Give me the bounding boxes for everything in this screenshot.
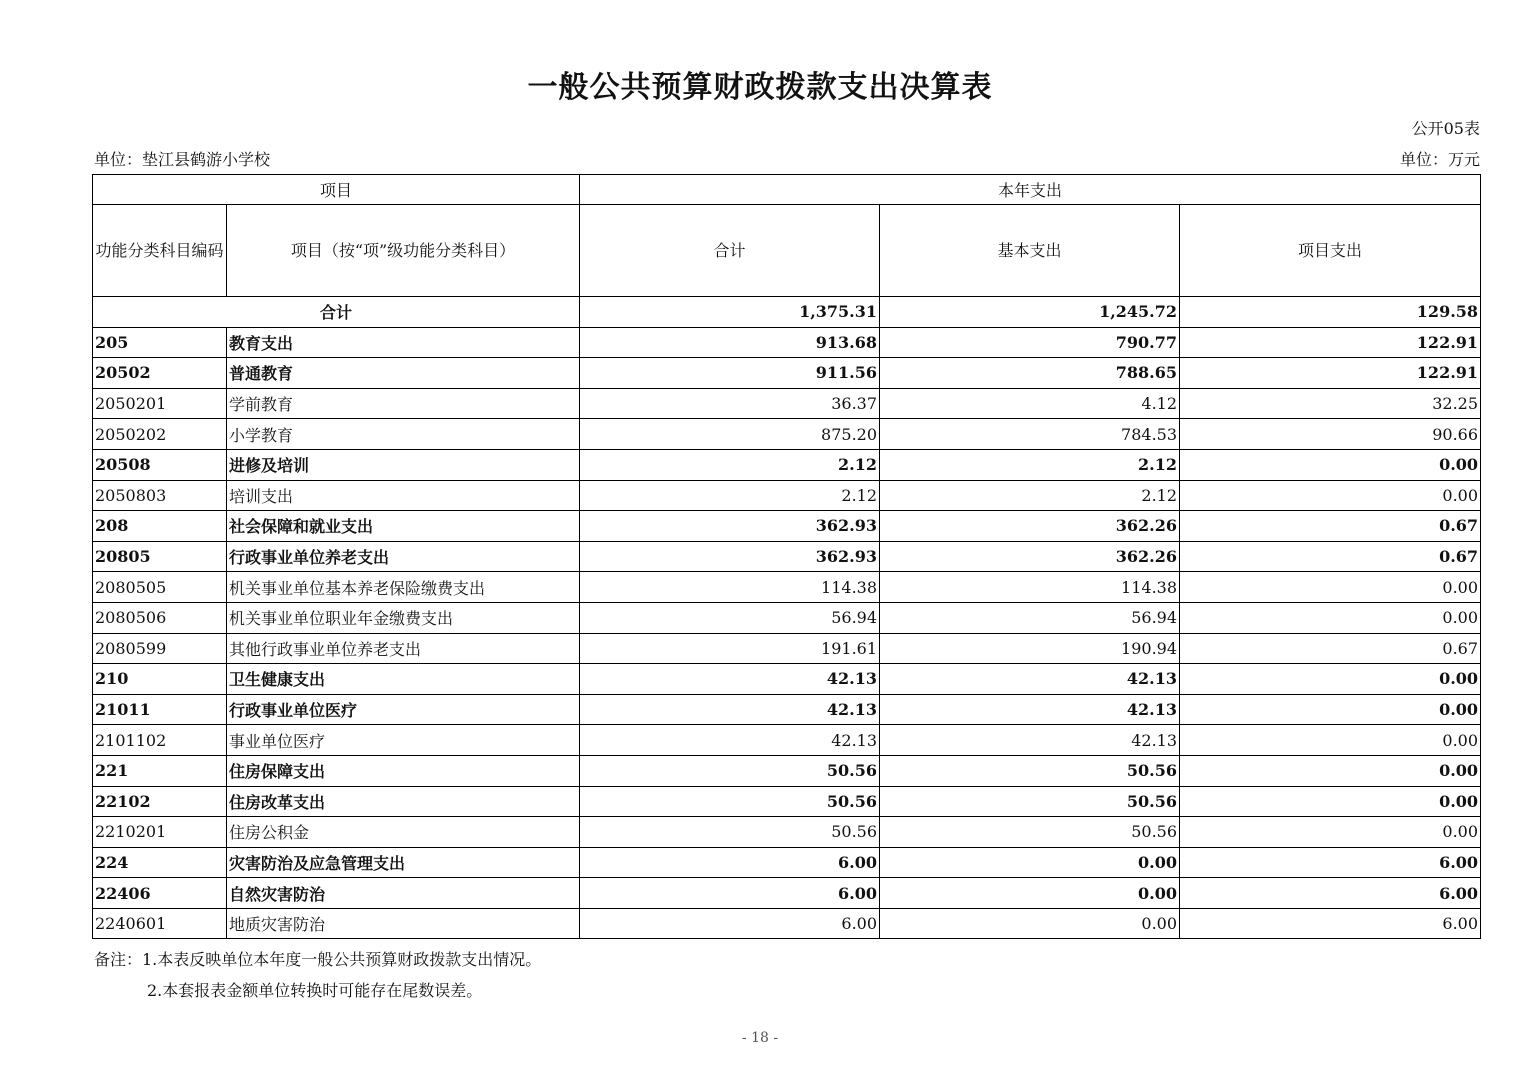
row-name: 行政事业单位医疗 [227, 694, 580, 725]
total-project: 129.58 [1180, 297, 1481, 328]
row-total: 50.56 [580, 786, 880, 817]
row-code: 2080506 [93, 602, 227, 633]
table-row [93, 786, 1481, 817]
row-code: 2210201 [93, 817, 227, 848]
row-basic: 788.65 [880, 358, 1180, 389]
row-name: 培训支出 [227, 480, 580, 511]
row-basic: 56.94 [880, 602, 1180, 633]
page-title: 一般公共预算财政拨款支出决算表 [527, 70, 993, 105]
row-total: 6.00 [580, 847, 880, 878]
header-name: 项目（按“项”级功能分类科目） [227, 205, 580, 297]
row-name: 住房改革支出 [227, 786, 580, 817]
row-basic: 0.00 [880, 908, 1180, 939]
table-row [93, 694, 1481, 725]
row-basic: 42.13 [880, 694, 1180, 725]
table-row [93, 541, 1481, 572]
row-project: 6.00 [1180, 878, 1481, 909]
table-row [93, 327, 1481, 358]
row-total: 911.56 [580, 358, 880, 389]
row-project: 32.25 [1180, 388, 1481, 419]
row-basic: 0.00 [880, 878, 1180, 909]
row-code: 208 [93, 511, 227, 542]
row-project: 0.00 [1180, 755, 1481, 786]
row-code: 2080599 [93, 633, 227, 664]
header-total: 合计 [580, 205, 880, 297]
row-code: 2080505 [93, 572, 227, 603]
note-1: 备注：1.本表反映单位本年度一般公共预算财政拨款支出情况。 [94, 950, 542, 969]
row-basic: 50.56 [880, 755, 1180, 786]
row-project: 0.00 [1180, 480, 1481, 511]
row-code: 2101102 [93, 725, 227, 756]
row-name: 教育支出 [227, 327, 580, 358]
row-total: 42.13 [580, 664, 880, 695]
row-project: 122.91 [1180, 327, 1481, 358]
row-total: 2.12 [580, 449, 880, 480]
table-row [93, 817, 1481, 848]
table-row [93, 358, 1481, 389]
row-total: 6.00 [580, 878, 880, 909]
row-name: 其他行政事业单位养老支出 [227, 633, 580, 664]
row-basic: 4.12 [880, 388, 1180, 419]
total-row [93, 297, 1481, 328]
row-name: 住房公积金 [227, 817, 580, 848]
table-row [93, 572, 1481, 603]
notes [94, 944, 541, 1006]
row-total: 50.56 [580, 817, 880, 848]
table-row [93, 664, 1481, 695]
row-code: 22102 [93, 786, 227, 817]
row-project: 0.67 [1180, 541, 1481, 572]
row-code: 20805 [93, 541, 227, 572]
row-code: 205 [93, 327, 227, 358]
row-total: 36.37 [580, 388, 880, 419]
row-basic: 50.56 [880, 786, 1180, 817]
row-total: 875.20 [580, 419, 880, 450]
row-code: 20508 [93, 449, 227, 480]
row-name: 灾害防治及应急管理支出 [227, 847, 580, 878]
row-total: 913.68 [580, 327, 880, 358]
row-total: 362.93 [580, 541, 880, 572]
row-project: 6.00 [1180, 847, 1481, 878]
header-row-2 [93, 205, 1481, 297]
row-name: 住房保障支出 [227, 755, 580, 786]
row-name: 小学教育 [227, 419, 580, 450]
row-name: 事业单位医疗 [227, 725, 580, 756]
row-project: 0.67 [1180, 511, 1481, 542]
note-2: 2.本套报表金额单位转换时可能存在尾数误差。 [147, 981, 483, 1000]
row-code: 224 [93, 847, 227, 878]
row-code: 2240601 [93, 908, 227, 939]
header-current-year: 本年支出 [580, 175, 1481, 205]
row-project: 0.00 [1180, 664, 1481, 695]
row-basic: 2.12 [880, 480, 1180, 511]
row-total: 2.12 [580, 480, 880, 511]
row-basic: 42.13 [880, 725, 1180, 756]
row-code: 221 [93, 755, 227, 786]
row-name: 自然灾害防治 [227, 878, 580, 909]
row-code: 20502 [93, 358, 227, 389]
row-total: 42.13 [580, 725, 880, 756]
table-row [93, 388, 1481, 419]
row-project: 6.00 [1180, 908, 1481, 939]
row-basic: 50.56 [880, 817, 1180, 848]
header-project-exp: 项目支出 [1180, 205, 1481, 297]
row-project: 0.00 [1180, 817, 1481, 848]
table-row [93, 878, 1481, 909]
row-project: 0.00 [1180, 694, 1481, 725]
row-basic: 190.94 [880, 633, 1180, 664]
organization-unit: 单位：垫江县鹤游小学校 [94, 150, 271, 169]
row-name: 卫生健康支出 [227, 664, 580, 695]
row-project: 0.00 [1180, 786, 1481, 817]
row-project: 0.00 [1180, 602, 1481, 633]
header-project: 项目 [93, 175, 580, 205]
row-total: 362.93 [580, 511, 880, 542]
row-basic: 114.38 [880, 572, 1180, 603]
total-sum: 1,375.31 [580, 297, 880, 328]
row-basic: 2.12 [880, 449, 1180, 480]
row-total: 114.38 [580, 572, 880, 603]
table-row [93, 449, 1481, 480]
row-project: 122.91 [1180, 358, 1481, 389]
table-row [93, 602, 1481, 633]
table-row [93, 633, 1481, 664]
table-row [93, 908, 1481, 939]
row-basic: 362.26 [880, 541, 1180, 572]
row-code: 2050201 [93, 388, 227, 419]
row-name: 机关事业单位职业年金缴费支出 [227, 602, 580, 633]
table-row [93, 511, 1481, 542]
header-basic: 基本支出 [880, 205, 1180, 297]
row-project: 0.00 [1180, 449, 1481, 480]
row-total: 56.94 [580, 602, 880, 633]
row-name: 地质灾害防治 [227, 908, 580, 939]
row-basic: 790.77 [880, 327, 1180, 358]
header-code: 功能分类科目编码 [93, 205, 227, 297]
table-row [93, 725, 1481, 756]
page-number: - 18 - [741, 1030, 779, 1046]
row-total: 6.00 [580, 908, 880, 939]
currency-unit: 单位：万元 [1399, 150, 1480, 169]
table-row [93, 847, 1481, 878]
row-code: 21011 [93, 694, 227, 725]
row-basic: 362.26 [880, 511, 1180, 542]
row-name: 学前教育 [227, 388, 580, 419]
total-basic: 1,245.72 [880, 297, 1180, 328]
row-basic: 784.53 [880, 419, 1180, 450]
row-total: 191.61 [580, 633, 880, 664]
row-name: 普通教育 [227, 358, 580, 389]
row-name: 进修及培训 [227, 449, 580, 480]
row-basic: 42.13 [880, 664, 1180, 695]
row-code: 2050202 [93, 419, 227, 450]
row-name: 社会保障和就业支出 [227, 511, 580, 542]
table-row [93, 755, 1481, 786]
row-project: 0.00 [1180, 725, 1481, 756]
row-project: 0.67 [1180, 633, 1481, 664]
row-basic: 0.00 [880, 847, 1180, 878]
row-code: 22406 [93, 878, 227, 909]
row-total: 42.13 [580, 694, 880, 725]
row-code: 2050803 [93, 480, 227, 511]
row-code: 210 [93, 664, 227, 695]
row-project: 0.00 [1180, 572, 1481, 603]
row-project: 90.66 [1180, 419, 1481, 450]
table-row [93, 480, 1481, 511]
row-name: 机关事业单位基本养老保险缴费支出 [227, 572, 580, 603]
header-row-1 [93, 175, 1481, 205]
row-total: 50.56 [580, 755, 880, 786]
expenditure-table [92, 174, 1481, 939]
row-name: 行政事业单位养老支出 [227, 541, 580, 572]
form-number: 公开05表 [1411, 119, 1480, 138]
table-row [93, 419, 1481, 450]
total-label: 合计 [93, 297, 580, 328]
